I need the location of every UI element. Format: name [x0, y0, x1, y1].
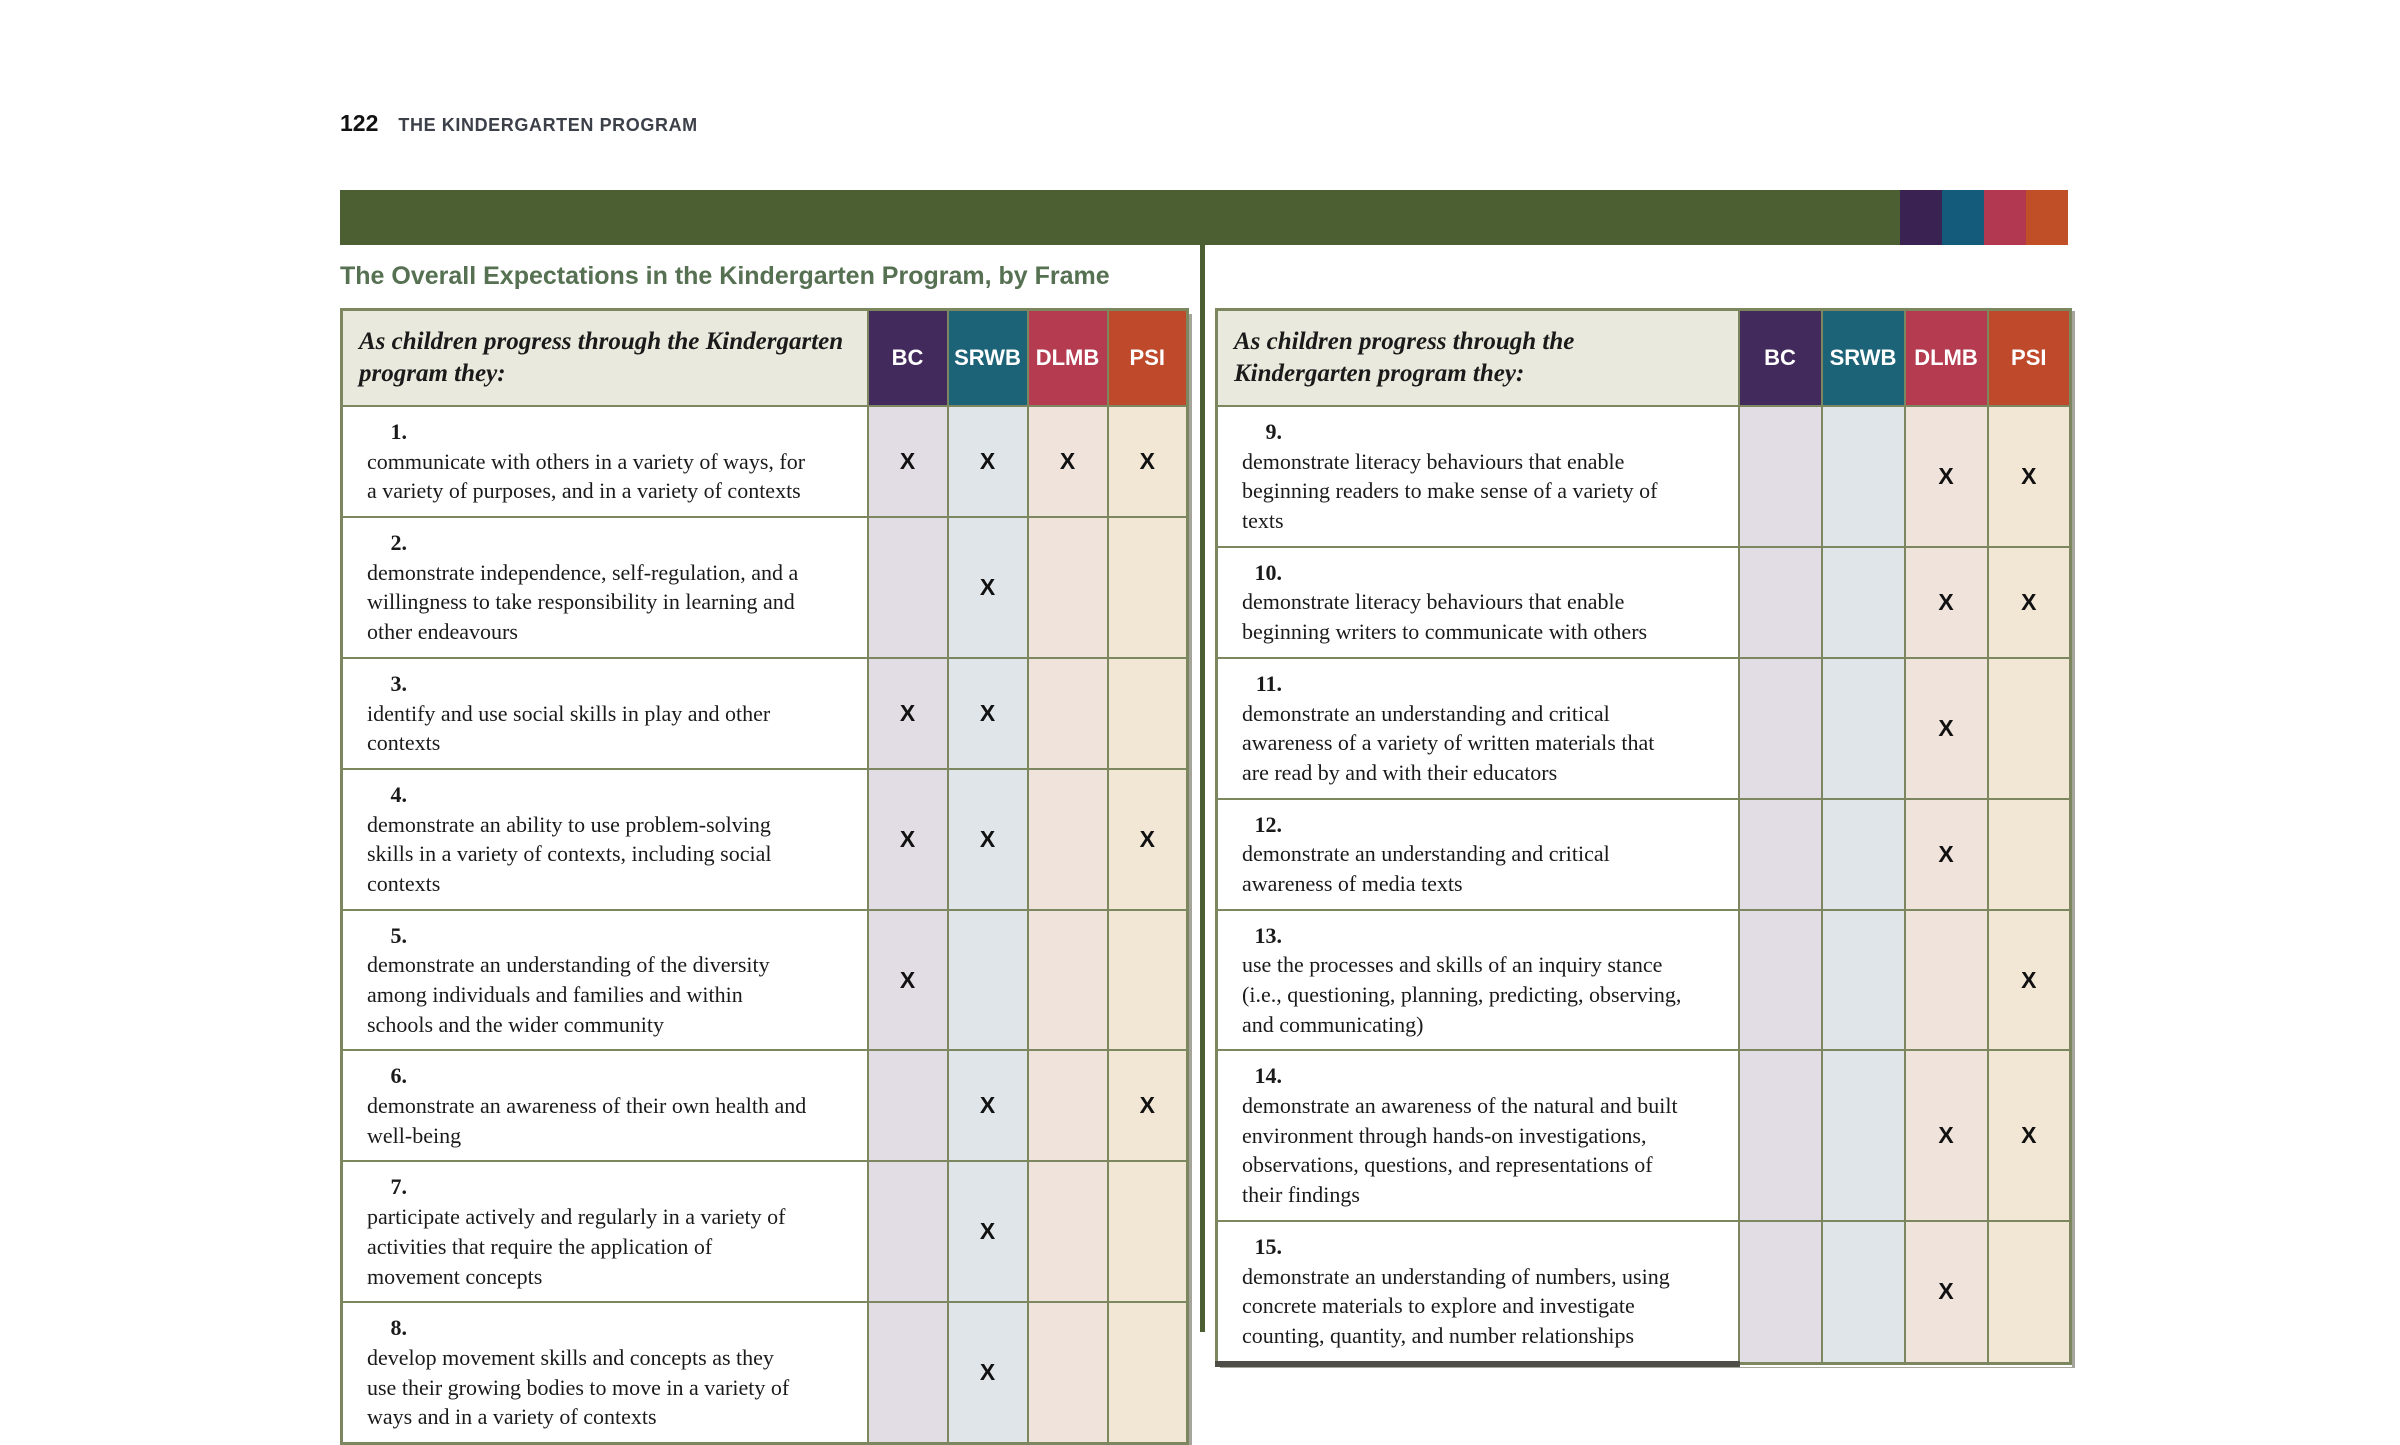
- mark-cell-bc: [1739, 406, 1822, 547]
- mark-cell-psi: [1108, 1302, 1188, 1443]
- mark-cell-srwb: [1822, 658, 1905, 799]
- expectation-cell: [342, 1050, 868, 1161]
- expectation-text: demonstrate independence, self-regulation, and a willingness to take responsibility in learning and other endeavours: [367, 559, 799, 645]
- expectation-text: demonstrate an awareness of their own health and well-being: [367, 1093, 807, 1148]
- expectation-text: demonstrate an awareness of the natural and built environment through hands-on investigations, observations, questions, and representations of their findings: [1242, 1093, 1678, 1208]
- expectation-row: [1217, 799, 2071, 910]
- expectation-number: 2.: [390, 530, 407, 556]
- expectation-text: identify and use social skills in play and other contexts: [367, 700, 771, 756]
- mark-cell-srwb: X: [948, 769, 1028, 910]
- mark-cell-bc: [868, 1302, 948, 1443]
- expectation-cell: [1217, 910, 1739, 1051]
- expectation-text: demonstrate an ability to use problem-solving skills in a variety of contexts, including social contexts: [367, 811, 772, 896]
- mark-cell-srwb: X: [948, 517, 1028, 658]
- column-header-dlmb: DLMB: [1905, 310, 1988, 407]
- expectation-text: communicate with others in a variety of ways, for a variety of purposes, and in a variety of contexts: [367, 448, 806, 504]
- expectations-table-left: [340, 308, 1189, 1445]
- frames-header-row: [1217, 310, 2071, 407]
- mark-cell-bc: [868, 1050, 948, 1161]
- mark-cell-dlmb: [1028, 769, 1108, 910]
- expectation-number: 7.: [390, 1174, 407, 1200]
- expectation-row: [1217, 1050, 2071, 1220]
- expectation-cell: [342, 658, 868, 769]
- expectation-number: 14.: [1254, 1063, 1282, 1089]
- mark-cell-psi: [1988, 799, 2071, 910]
- table-title: The Overall Expectations in the Kindergarten Program, by Frame: [340, 262, 1110, 290]
- expectation-cell: [1217, 799, 1739, 910]
- expectation-number: 5.: [390, 922, 407, 948]
- expectation-text: participate actively and regularly in a variety of activities that require the application of movement concepts: [367, 1204, 786, 1289]
- mark-cell-dlmb: X: [1905, 799, 1988, 910]
- expectation-row: [342, 517, 1188, 658]
- expectation-row: [342, 910, 1188, 1051]
- header-intro-label: As children progress through the Kindergarten program they:: [342, 310, 868, 407]
- mark-cell-psi: [1988, 1221, 2071, 1364]
- expectation-row: [342, 1050, 1188, 1161]
- mark-cell-dlmb: X: [1905, 1221, 1988, 1364]
- expectation-number: 11.: [1255, 670, 1282, 696]
- running-title: THE KINDERGARTEN PROGRAM: [398, 115, 698, 135]
- expectation-number: 3.: [390, 670, 407, 696]
- page-column-divider: [1200, 241, 1205, 1332]
- mark-cell-psi: X: [1108, 1050, 1188, 1161]
- expectation-row: [342, 406, 1188, 517]
- expectation-cell: [342, 406, 868, 517]
- mark-cell-srwb: [948, 910, 1028, 1051]
- mark-cell-bc: [868, 517, 948, 658]
- expectation-number: 9.: [1265, 419, 1282, 444]
- expectation-text: develop movement skills and concepts as they use their growing bodies to move in a variety of ways and in a variety of contexts: [367, 1344, 790, 1430]
- expectation-row: [1217, 1221, 2071, 1364]
- expectation-text: demonstrate literacy behaviours that enable beginning writers to communicate with others: [1242, 589, 1648, 645]
- frames-header-row: [342, 310, 1188, 407]
- mark-cell-srwb: [1822, 1221, 1905, 1364]
- mark-cell-bc: X: [868, 658, 948, 769]
- expectation-number: 13.: [1254, 922, 1282, 948]
- mark-cell-srwb: [1822, 406, 1905, 547]
- column-header-srwb: SRWB: [1822, 310, 1905, 407]
- expectation-number: 4.: [390, 781, 407, 807]
- expectation-cell: [342, 1302, 868, 1443]
- mark-cell-srwb: X: [948, 1302, 1028, 1443]
- mark-cell-dlmb: X: [1905, 1050, 1988, 1220]
- mark-cell-srwb: [1822, 547, 1905, 658]
- mark-cell-srwb: X: [948, 406, 1028, 517]
- expectation-text: demonstrate an understanding of numbers, using concrete materials to explore and investigate counting, quantity, and number relationships: [1242, 1263, 1670, 1348]
- mark-cell-bc: [1739, 1050, 1822, 1220]
- column-header-psi: PSI: [1988, 310, 2071, 407]
- expectation-row: [342, 1302, 1188, 1443]
- mark-cell-dlmb: [1028, 1161, 1108, 1302]
- mark-cell-psi: X: [1988, 547, 2071, 658]
- mark-cell-bc: [1739, 658, 1822, 799]
- mark-cell-psi: X: [1988, 910, 2071, 1051]
- expectation-text: use the processes and skills of an inquiry stance (i.e., questioning, planning, predicting, observing, and communicating): [1242, 952, 1682, 1037]
- mark-cell-bc: X: [868, 910, 948, 1051]
- expectation-cell: [1217, 658, 1739, 799]
- mark-cell-dlmb: X: [1905, 547, 1988, 658]
- expectations-table-right: [1215, 308, 2072, 1367]
- page-number: 122: [340, 110, 379, 136]
- expectation-number: 6.: [390, 1063, 407, 1089]
- expectation-number: 10.: [1254, 559, 1282, 585]
- expectation-text: demonstrate an understanding of the diversity among individuals and families and within schools and the wider community: [367, 952, 770, 1037]
- column-header-srwb: SRWB: [948, 310, 1028, 407]
- expectation-text: demonstrate an understanding and critical awareness of a variety of written materials that are read by and with their educators: [1242, 700, 1655, 785]
- expectation-text: demonstrate literacy behaviours that enable beginning readers to make sense of a variety of texts: [1242, 448, 1658, 534]
- column-header-psi: PSI: [1108, 310, 1188, 407]
- mark-cell-psi: [1108, 910, 1188, 1051]
- column-header-bc: BC: [868, 310, 948, 407]
- mark-cell-srwb: [1822, 799, 1905, 910]
- expectation-row: [342, 769, 1188, 910]
- banner-square-rust: [2026, 190, 2068, 245]
- mark-cell-dlmb: [1028, 910, 1108, 1051]
- mark-cell-bc: [1739, 1221, 1822, 1364]
- section-banner: [340, 190, 2068, 245]
- expectation-row: [342, 658, 1188, 769]
- mark-cell-psi: [1988, 658, 2071, 799]
- column-header-bc: BC: [1739, 310, 1822, 407]
- mark-cell-bc: [1739, 799, 1822, 910]
- mark-cell-bc: X: [868, 406, 948, 517]
- expectation-row: [342, 1161, 1188, 1302]
- mark-cell-srwb: X: [948, 1050, 1028, 1161]
- expectation-number: 8.: [390, 1315, 407, 1341]
- mark-cell-bc: [1739, 910, 1822, 1051]
- mark-cell-srwb: [1822, 910, 1905, 1051]
- expectation-cell: [1217, 1050, 1739, 1220]
- expectation-cell: [342, 769, 868, 910]
- mark-cell-psi: X: [1988, 406, 2071, 547]
- expectation-cell: [1217, 547, 1739, 658]
- mark-cell-dlmb: X: [1028, 406, 1108, 517]
- column-header-dlmb: DLMB: [1028, 310, 1108, 407]
- mark-cell-dlmb: [1028, 1302, 1108, 1443]
- expectation-row: [1217, 547, 2071, 658]
- mark-cell-dlmb: [1028, 1050, 1108, 1161]
- mark-cell-bc: X: [868, 769, 948, 910]
- banner-square-purple: [1900, 190, 1942, 245]
- expectation-row: [1217, 406, 2071, 547]
- expectation-cell: [342, 517, 868, 658]
- mark-cell-srwb: [1822, 1050, 1905, 1220]
- mark-cell-psi: [1108, 1161, 1188, 1302]
- banner-square-crimson: [1984, 190, 2026, 245]
- mark-cell-bc: [868, 1161, 948, 1302]
- mark-cell-dlmb: [1028, 658, 1108, 769]
- mark-cell-srwb: X: [948, 1161, 1028, 1302]
- running-header: [340, 110, 698, 137]
- mark-cell-psi: X: [1108, 769, 1188, 910]
- mark-cell-bc: [1739, 547, 1822, 658]
- mark-cell-srwb: X: [948, 658, 1028, 769]
- expectation-number: 1.: [390, 419, 407, 444]
- expectation-text: demonstrate an understanding and critical awareness of media texts: [1242, 841, 1610, 896]
- expectation-row: [1217, 658, 2071, 799]
- mark-cell-dlmb: [1905, 910, 1988, 1051]
- expectation-cell: [1217, 1221, 1739, 1364]
- expectation-cell: [1217, 406, 1739, 547]
- mark-cell-dlmb: X: [1905, 406, 1988, 547]
- mark-cell-dlmb: X: [1905, 658, 1988, 799]
- expectation-cell: [342, 1161, 868, 1302]
- expectation-cell: [342, 910, 868, 1051]
- mark-cell-psi: X: [1108, 406, 1188, 517]
- expectation-row: [1217, 910, 2071, 1051]
- expectation-number: 15.: [1254, 1233, 1282, 1259]
- header-intro-label: As children progress through the Kindergarten program they:: [1217, 310, 1739, 407]
- mark-cell-psi: [1108, 517, 1188, 658]
- mark-cell-dlmb: [1028, 517, 1108, 658]
- expectation-number: 12.: [1254, 811, 1282, 837]
- banner-square-blue: [1942, 190, 1984, 245]
- mark-cell-psi: [1108, 658, 1188, 769]
- mark-cell-psi: X: [1988, 1050, 2071, 1220]
